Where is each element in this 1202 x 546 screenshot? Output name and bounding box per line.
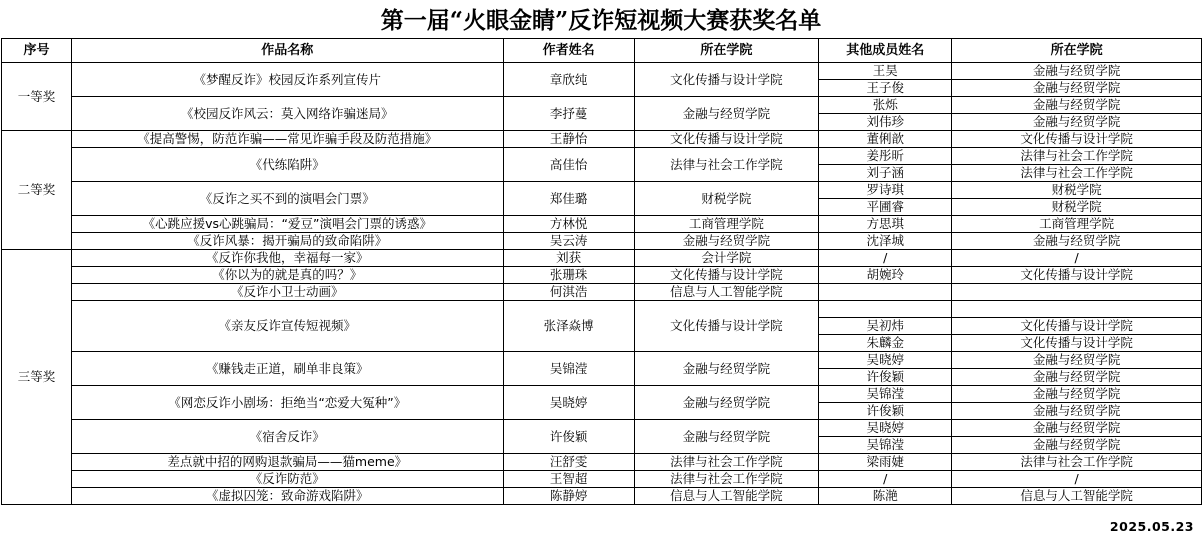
member-college-cell [952, 301, 1202, 318]
table-row [2, 488, 1202, 505]
author-college-cell: 金融与经贸学院 [634, 97, 819, 131]
member-college-cell: 金融与经贸学院 [952, 114, 1202, 131]
author-college-cell: 会计学院 [634, 250, 819, 267]
member-name-cell: 胡婉玲 [819, 267, 952, 284]
member-name-cell: / [819, 250, 952, 267]
work-title-cell: 《赚钱走正道，刷单非良策》 [71, 352, 503, 386]
author-cell: 何淇浩 [503, 284, 634, 301]
header-author: 作者姓名 [503, 39, 634, 63]
member-name-cell: 吴晓婷 [819, 420, 952, 437]
table-body [2, 63, 1202, 505]
member-college-cell: 法律与社会工作学院 [952, 148, 1202, 165]
member-college-cell: 法律与社会工作学院 [952, 454, 1202, 471]
member-college-cell: 金融与经贸学院 [952, 97, 1202, 114]
member-name-cell: 罗诗琪 [819, 182, 952, 199]
work-title-cell: 《代练陷阱》 [71, 148, 503, 182]
author-cell: 章欣纯 [503, 63, 634, 97]
member-college-cell: 文化传播与设计学院 [952, 131, 1202, 148]
member-name-cell: 沈泽城 [819, 233, 952, 250]
work-title-cell: 《心跳应援vs心跳骗局：“爱豆”演唱会门票的诱惑》 [71, 216, 503, 233]
member-name-cell: 张烁 [819, 97, 952, 114]
author-college-cell: 金融与经贸学院 [634, 386, 819, 420]
member-name-cell: 刘伟珍 [819, 114, 952, 131]
member-college-cell: / [952, 250, 1202, 267]
member-college-cell: 金融与经贸学院 [952, 352, 1202, 369]
member-name-cell: 姜彤昕 [819, 148, 952, 165]
author-cell: 张珊珠 [503, 267, 634, 284]
header-work-title: 作品名称 [71, 39, 503, 63]
award-table [1, 38, 1202, 505]
member-college-cell: 文化传播与设计学院 [952, 267, 1202, 284]
table-row [2, 471, 1202, 488]
member-name-cell: 王子俊 [819, 80, 952, 97]
member-college-cell: 信息与人工智能学院 [952, 488, 1202, 505]
table-row [2, 233, 1202, 250]
table-row [2, 301, 1202, 318]
author-college-cell: 文化传播与设计学院 [634, 267, 819, 284]
member-name-cell: 吴锦滢 [819, 386, 952, 403]
author-college-cell: 财税学院 [634, 182, 819, 216]
table-row [2, 63, 1202, 80]
table-row [2, 267, 1202, 284]
member-college-cell: 金融与经贸学院 [952, 233, 1202, 250]
author-college-cell: 金融与经贸学院 [634, 352, 819, 386]
author-cell: 陈静婷 [503, 488, 634, 505]
author-college-cell: 法律与社会工作学院 [634, 471, 819, 488]
author-cell: 方林悦 [503, 216, 634, 233]
work-title-cell: 《反诈之买不到的演唱会门票》 [71, 182, 503, 216]
member-name-cell: 刘子涵 [819, 165, 952, 182]
author-cell: 张泽焱博 [503, 301, 634, 352]
member-college-cell [952, 284, 1202, 301]
author-cell: 吴锦滢 [503, 352, 634, 386]
member-college-cell: 金融与经贸学院 [952, 437, 1202, 454]
member-college-cell: 法律与社会工作学院 [952, 165, 1202, 182]
author-college-cell: 法律与社会工作学院 [634, 148, 819, 182]
member-name-cell: 梁雨婕 [819, 454, 952, 471]
table-row [2, 97, 1202, 114]
table-row [2, 454, 1202, 471]
table-row [2, 182, 1202, 199]
author-cell: 郑佳璐 [503, 182, 634, 216]
member-name-cell: 吴晓婷 [819, 352, 952, 369]
member-college-cell: 金融与经贸学院 [952, 386, 1202, 403]
sheet-title: 第一届“火眼金睛”反诈短视频大赛获奖名单 [380, 7, 822, 34]
work-title-cell: 《反诈你我他，幸福每一家》 [71, 250, 503, 267]
work-title-cell: 《反诈小卫士动画》 [71, 284, 503, 301]
member-college-cell: 金融与经贸学院 [952, 420, 1202, 437]
member-name-cell: 陈滟 [819, 488, 952, 505]
work-title-cell: 《梦醒反诈》校园反诈系列宣传片 [71, 63, 503, 97]
member-college-cell: 文化传播与设计学院 [952, 335, 1202, 352]
author-cell: 许俊颖 [503, 420, 634, 454]
work-title-cell: 《反诈防范》 [71, 471, 503, 488]
table-row [2, 131, 1202, 148]
member-name-cell: 董俐歆 [819, 131, 952, 148]
member-college-cell: 财税学院 [952, 182, 1202, 199]
work-title-cell: 差点就中招的网购退款骗局——猫meme》 [71, 454, 503, 471]
member-college-cell: 金融与经贸学院 [952, 63, 1202, 80]
member-college-cell: 文化传播与设计学院 [952, 318, 1202, 335]
author-college-cell: 金融与经贸学院 [634, 233, 819, 250]
author-cell: 汪舒雯 [503, 454, 634, 471]
member-college-cell: 工商管理学院 [952, 216, 1202, 233]
member-name-cell: 吴初炜 [819, 318, 952, 335]
member-name-cell: 许俊颖 [819, 369, 952, 386]
author-college-cell: 工商管理学院 [634, 216, 819, 233]
author-college-cell: 文化传播与设计学院 [634, 63, 819, 97]
table-row [2, 420, 1202, 437]
header-members: 其他成员姓名 [819, 39, 952, 63]
work-title-cell: 《提高警惕，防范诈骗——常见诈骗手段及防范措施》 [71, 131, 503, 148]
date-label: 2025.05.23 [1109, 519, 1194, 534]
author-cell: 刘获 [503, 250, 634, 267]
member-college-cell: 金融与经贸学院 [952, 403, 1202, 420]
author-college-cell: 法律与社会工作学院 [634, 454, 819, 471]
header-author-college: 所在学院 [634, 39, 819, 63]
author-college-cell: 金融与经贸学院 [634, 420, 819, 454]
member-college-cell: 财税学院 [952, 199, 1202, 216]
header-member-college: 所在学院 [952, 39, 1202, 63]
work-title-cell: 《亲友反诈宣传短视频》 [71, 301, 503, 352]
award-rank-cell: 二等奖 [2, 131, 72, 250]
member-college-cell: 金融与经贸学院 [952, 80, 1202, 97]
member-name-cell: 朱麟金 [819, 335, 952, 352]
author-cell: 王静怡 [503, 131, 634, 148]
award-rank-cell: 三等奖 [2, 250, 72, 505]
author-college-cell: 信息与人工智能学院 [634, 284, 819, 301]
work-title-cell: 《虚拟囚笼：致命游戏陷阱》 [71, 488, 503, 505]
author-cell: 李抒蔓 [503, 97, 634, 131]
author-cell: 王智超 [503, 471, 634, 488]
table-row [2, 250, 1202, 267]
table-row [2, 352, 1202, 369]
member-college-cell: 金融与经贸学院 [952, 369, 1202, 386]
header-rank: 序号 [2, 39, 72, 63]
award-rank-cell: 一等奖 [2, 63, 72, 131]
member-name-cell: 平圃睿 [819, 199, 952, 216]
author-college-cell: 文化传播与设计学院 [634, 131, 819, 148]
member-name-cell [819, 284, 952, 301]
table-row [2, 284, 1202, 301]
table-row [2, 216, 1202, 233]
table-row [2, 386, 1202, 403]
author-college-cell: 信息与人工智能学院 [634, 488, 819, 505]
member-name-cell: 王昊 [819, 63, 952, 80]
member-name-cell [819, 301, 952, 318]
table-row [2, 148, 1202, 165]
member-name-cell: / [819, 471, 952, 488]
member-name-cell: 吴锦滢 [819, 437, 952, 454]
author-cell: 吴晓婷 [503, 386, 634, 420]
author-cell: 吴云涛 [503, 233, 634, 250]
author-college-cell: 文化传播与设计学院 [634, 301, 819, 352]
member-name-cell: 方思琪 [819, 216, 952, 233]
member-name-cell: 许俊颖 [819, 403, 952, 420]
work-title-cell: 《反诈风暴：揭开骗局的致命陷阱》 [71, 233, 503, 250]
work-title-cell: 《网恋反诈小剧场：拒绝当“恋爱大冤种”》 [71, 386, 503, 420]
work-title-cell: 《你以为的就是真的吗？》 [71, 267, 503, 284]
work-title-cell: 《校园反诈风云：莫入网络诈骗迷局》 [71, 97, 503, 131]
member-college-cell: / [952, 471, 1202, 488]
work-title-cell: 《宿舍反诈》 [71, 420, 503, 454]
author-cell: 高佳怡 [503, 148, 634, 182]
header-row [2, 39, 1202, 63]
